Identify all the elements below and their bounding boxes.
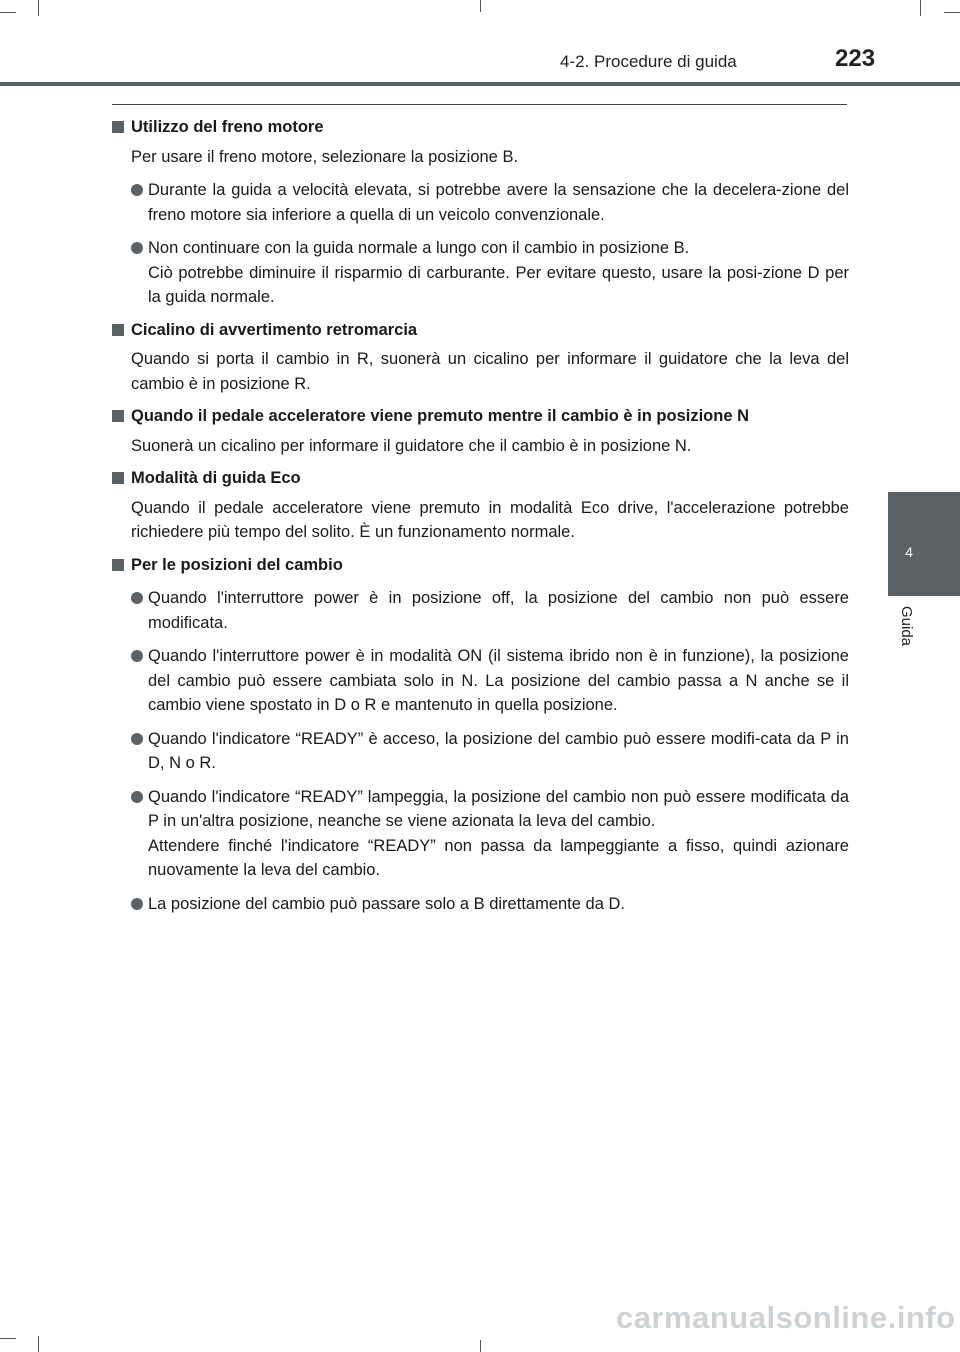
watermark: carmanualsonline.info [616, 1300, 956, 1335]
section-heading: Per le posizioni del cambio [112, 553, 849, 578]
crop-mark [38, 0, 39, 16]
circle-bullet-icon [131, 650, 143, 662]
chapter-label: Guida [898, 606, 915, 647]
bullet-item: Quando l'indicatore “READY” è acceso, la posizione del cambio può essere modifi-cata da P in D, N o R. [112, 727, 849, 776]
section-heading: Modalità di guida Eco [112, 466, 849, 491]
crop-mark [480, 1340, 481, 1352]
bullet-item: Quando l'interruttore power è in modalità ON (il sistema ibrido non è in funzione), la posizione del cambio può essere cambiata solo in N. La posizione del cambio passa a N anche se il cambio viene spostato in D o R e mantenuto in quella posizione. [112, 644, 849, 718]
bullet-item: Durante la guida a velocità elevata, si potrebbe avere la sensazione che la decelera-zione del freno motore sia inferiore a quella di un veicolo convenzionale. [112, 178, 849, 227]
square-bullet-icon [112, 410, 124, 422]
chapter-tab [888, 492, 960, 596]
crop-mark [38, 1336, 39, 1352]
paragraph: Quando il pedale acceleratore viene premuto in modalità Eco drive, l'accelerazione potrebbe richiedere più tempo del solito. È un funzionamento normale. [131, 498, 849, 541]
chapter-number: 4 [905, 544, 913, 560]
circle-bullet-icon [131, 791, 143, 803]
crop-mark [0, 12, 16, 13]
crop-mark [480, 0, 481, 12]
circle-bullet-icon [131, 242, 143, 254]
circle-bullet-icon [131, 184, 143, 196]
section-heading: Cicalino di avvertimento retromarcia [112, 318, 849, 343]
circle-bullet-icon [131, 592, 143, 604]
square-bullet-icon [112, 324, 124, 336]
header-rule [0, 82, 960, 86]
page-number: 223 [835, 45, 876, 72]
crop-mark [920, 0, 921, 16]
bullet-item: Non continuare con la guida normale a lungo con il cambio in posizione B. Ciò potrebbe diminuire il risparmio di carburante. Per evitare questo, usare la posi-zione D per la guida normale. [112, 236, 849, 310]
main-content [112, 115, 849, 916]
section-heading: Quando il pedale acceleratore viene premuto mentre il cambio è in posizione N [112, 404, 849, 429]
section-heading: Utilizzo del freno motore [112, 115, 849, 140]
content-rule [112, 104, 847, 105]
paragraph: Suonerà un cicalino per informare il guidatore che il cambio è in posizione N. [131, 436, 692, 455]
section-title: 4-2. Procedure di guida [560, 52, 737, 71]
bullet-item: Quando l'indicatore “READY” lampeggia, la posizione del cambio non può essere modificata da P in un'altra posizione, neanche se viene azionata la leva del cambio. Attendere finché l'indicatore “READY” non passa da lampeggiante a fisso, quindi azionare nuovamente la leva del cambio. [112, 785, 849, 883]
square-bullet-icon [112, 121, 124, 133]
paragraph: Quando si porta il cambio in R, suonerà un cicalino per informare il guidatore che la leva del cambio è in posizione R. [131, 350, 849, 393]
square-bullet-icon [112, 472, 124, 484]
crop-mark [944, 12, 960, 13]
bullet-item: La posizione del cambio può passare solo a B direttamente da D. [112, 892, 849, 917]
circle-bullet-icon [131, 898, 143, 910]
bullet-item: Quando l'interruttore power è in posizione off, la posizione del cambio non può essere modificata. [112, 586, 849, 635]
circle-bullet-icon [131, 733, 143, 745]
crop-mark [0, 1338, 16, 1339]
paragraph: Per usare il freno motore, selezionare la posizione B. [131, 147, 519, 166]
square-bullet-icon [112, 559, 124, 571]
